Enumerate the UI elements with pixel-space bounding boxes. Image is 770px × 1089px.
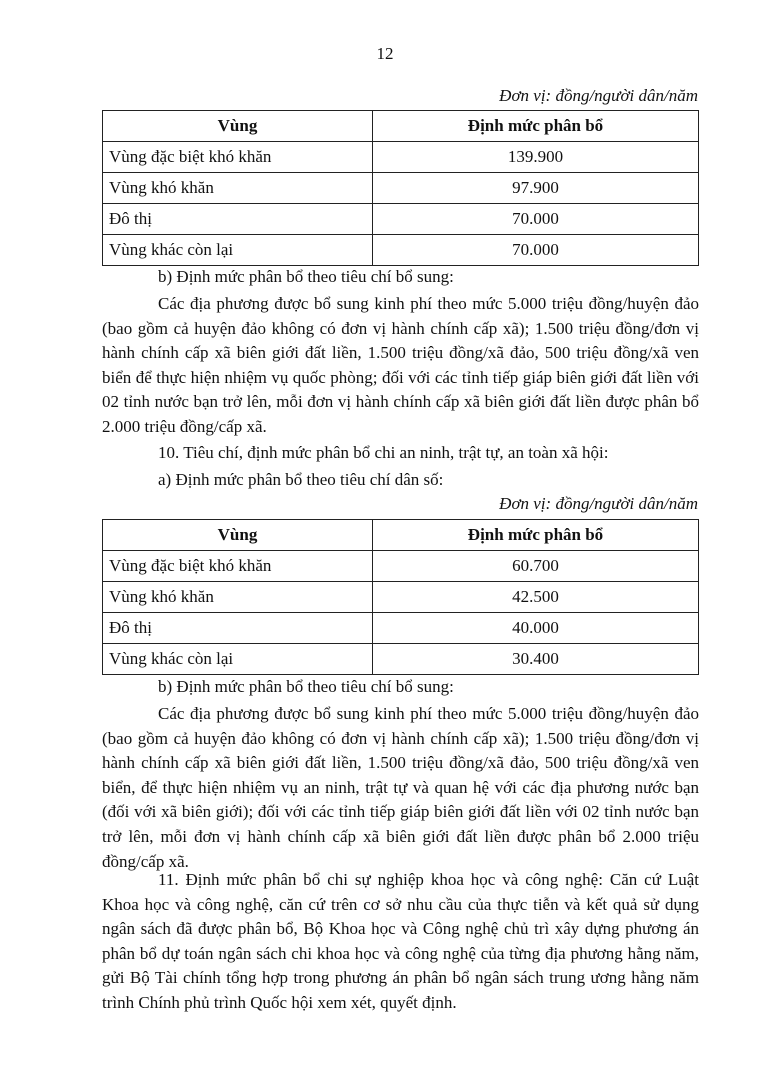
region-cell: Vùng đặc biệt khó khăn (103, 551, 373, 582)
allocation-table-defense (102, 110, 699, 266)
value-cell: 40.000 (373, 613, 699, 644)
value-cell: 30.400 (373, 644, 699, 675)
table-row (103, 235, 699, 266)
value-cell: 139.900 (373, 142, 699, 173)
table-row (103, 551, 699, 582)
region-cell: Đô thị (103, 613, 373, 644)
table-row (103, 644, 699, 675)
region-cell: Vùng khó khăn (103, 173, 373, 204)
table2-unit: Đơn vị: đồng/người dân/năm (499, 494, 698, 513)
region-cell: Vùng khó khăn (103, 582, 373, 613)
section-10a-heading: a) Định mức phân bổ theo tiêu chí dân số: (158, 470, 444, 489)
section-11-body: 11. Định mức phân bổ chi sự nghiệp khoa học và công nghệ: Căn cứ Luật Khoa học và công nghệ, căn cứ trên cơ sở nhu cầu của thực tiễn và kết quả sử dụng ngân sách đã được phân bổ, Bộ Khoa học và Công nghệ chủ trì xây dựng phương án phân bổ dự toán ngân sách chi khoa học và công nghệ của từng địa phương hằng năm, gửi Bộ Tài chính tổng hợp trong phương án phân bổ ngân sách trung ương hằng năm trình Chính phủ trình Quốc hội xem xét, quyết định. (102, 870, 699, 1012)
value-cell: 42.500 (373, 582, 699, 613)
value-cell: 70.000 (373, 204, 699, 235)
table-row (103, 204, 699, 235)
table1-unit: Đơn vị: đồng/người dân/năm (499, 86, 698, 105)
value-cell: 97.900 (373, 173, 699, 204)
column-header-region: Vùng (103, 111, 373, 142)
table-row (103, 142, 699, 173)
table-row (103, 582, 699, 613)
column-header-allocation: Định mức phân bổ (373, 520, 699, 551)
region-cell: Đô thị (103, 204, 373, 235)
region-cell: Vùng khác còn lại (103, 235, 373, 266)
table-header-row (103, 111, 699, 142)
section-10b-heading: b) Định mức phân bổ theo tiêu chí bổ sung: (158, 677, 454, 696)
section-10-title: 10. Tiêu chí, định mức phân bổ chi an ninh, trật tự, an toàn xã hội: (158, 443, 609, 462)
table-row (103, 613, 699, 644)
section-10b-body: Các địa phương được bổ sung kinh phí theo mức 5.000 triệu đồng/huyện đảo (bao gồm cả huyện đảo không có đơn vị hành chính cấp xã); 1.500 triệu đồng/đơn vị hành chính cấp xã biên giới đất liền, 1.500 triệu đồng/xã đảo, 500 triệu đồng/xã ven biển, để thực hiện nhiệm vụ an ninh, trật tự và quan hệ với các địa phương nước bạn (đối với xã biên giới); đối với các tỉnh tiếp giáp biên giới đất liền với 02 tỉnh nước bạn trở lên, mỗi đơn vị hành chính cấp xã biên giới đất liền được phân bổ 2.000 triệu đồng/cấp xã. (102, 704, 699, 871)
allocation-table-security (102, 519, 699, 675)
column-header-region: Vùng (103, 520, 373, 551)
value-cell: 60.700 (373, 551, 699, 582)
value-cell: 70.000 (373, 235, 699, 266)
section-9b-body: Các địa phương được bổ sung kinh phí theo mức 5.000 triệu đồng/huyện đảo (bao gồm cả huyện đảo không có đơn vị hành chính cấp xã); 1.500 triệu đồng/đơn vị hành chính cấp xã biên giới đất liền, 1.500 triệu đồng/xã đảo, 500 triệu đồng/xã ven biển để thực hiện nhiệm vụ quốc phòng; đối với các tỉnh tiếp giáp biên giới đất liền với 02 tỉnh nước bạn trở lên, mỗi đơn vị hành chính cấp xã biên giới đất liền được phân bổ 2.000 triệu đồng/cấp xã. (102, 294, 699, 436)
table-row (103, 173, 699, 204)
page-number: 12 (376, 44, 394, 63)
column-header-allocation: Định mức phân bổ (373, 111, 699, 142)
table-header-row (103, 520, 699, 551)
section-9b-heading: b) Định mức phân bổ theo tiêu chí bổ sung: (158, 267, 454, 286)
region-cell: Vùng đặc biệt khó khăn (103, 142, 373, 173)
region-cell: Vùng khác còn lại (103, 644, 373, 675)
